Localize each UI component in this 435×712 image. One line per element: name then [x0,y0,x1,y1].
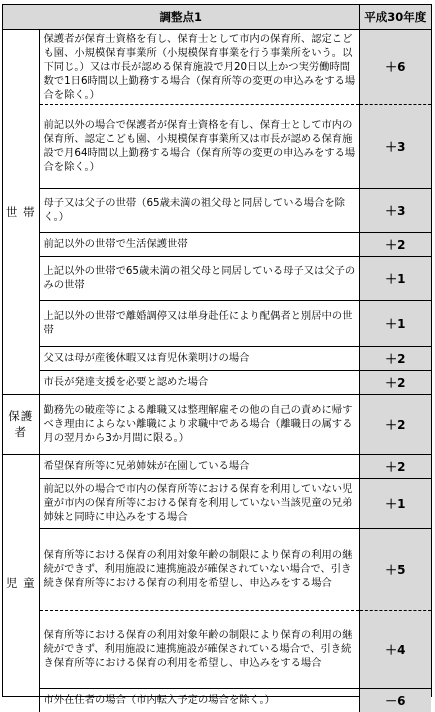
row-text: 保育所等における保育の利用対象年齢の制限により保育の利用の継続ができず、利用施設に連携施設が確保されていない場合で、引き続き保育所等における保育の利用を希望し、申込みをする場合 [39,528,359,610]
table-row [3,29,431,104]
row-text: 父又は母が産後休暇又は育児休業明けの場合 [39,346,359,370]
row-points: ＋1 [359,300,431,346]
adjustment-points-table [2,4,432,708]
header-adjustment: 調整点1 [3,5,359,29]
row-text: 前記以外の世帯で生活保護世帯 [39,232,359,256]
row-points: －6 [359,688,431,712]
row-points: ＋2 [359,370,431,394]
row-points: ＋5 [359,528,431,610]
table-row [3,528,431,610]
table-row [3,478,431,528]
table-row [3,232,431,256]
table-row [3,394,431,454]
row-points: ＋3 [359,188,431,232]
category-guardian: 保護者 [3,394,39,454]
row-points: ＋2 [359,232,431,256]
table-row [3,188,431,232]
row-text: 勤務先の破産等による離職又は整理解雇その他の自己の責めに帰すべき理由によらない離職により求職中である場合（離職日の属する月の翌月から3か月間に限る。） [39,394,359,454]
row-text: 母子又は父子の世帯（65歳未満の祖父母と同居している場合を除く。） [39,188,359,232]
table-row [3,256,431,300]
category-child: 児 童 [3,454,39,712]
row-points: ＋2 [359,454,431,478]
table-row [3,300,431,346]
row-text: 保護者が保育士資格を有し、保育士として市内の保育所、認定こども園、小規模保育事業所（小規模保育事業を行う事業所をいう。以下同じ。）又は市長が認める保育施設で月20日以上かつ実労働時間数で1日6時間以上勤務する場合（保育所等の変更の申込みをする場合を除く。） [39,29,359,104]
category-household: 世 帯 [3,29,39,394]
header-row [3,5,431,29]
row-points: ＋2 [359,346,431,370]
points-table [3,5,431,712]
row-text: 前記以外の場合で市内の保育所等における保育を利用していない児童が市内の保育所等における保育を利用していない当該児童の兄弟姉妹と同時に申込みをする場合 [39,478,359,528]
row-text: 上記以外の世帯で65歳未満の祖父母と同居している母子又は父子のみの世帯 [39,256,359,300]
table-row [3,454,431,478]
row-text: 市外在住者の場合（市内転入予定の場合を除く。） [39,688,359,712]
row-text: 前記以外の場合で保護者が保育士資格を有し、保育士として市内の保育所、認定こども園、小規模保育事業所又は市長が認める保育施設で月64時間以上勤務する場合（保育所等の変更の申込みをする場合を除く。） [39,104,359,188]
row-text: 保育所等における保育の利用対象年齢の制限により保育の利用の継続ができず、利用施設に連携施設が確保されている場合で、引き続き保育所等における保育の利用を希望し、申込みをする場合 [39,610,359,688]
row-points: ＋1 [359,478,431,528]
table-row [3,346,431,370]
row-text: 希望保育所等に兄弟姉妹が在園している場合 [39,454,359,478]
table-row [3,688,431,712]
row-text: 上記以外の世帯で離婚調停又は単身赴任により配偶者と別居中の世帯 [39,300,359,346]
row-points: ＋4 [359,610,431,688]
row-points: ＋1 [359,256,431,300]
row-points: ＋2 [359,394,431,454]
header-year: 平成30年度 [359,5,431,29]
table-row [3,610,431,688]
table-row [3,370,431,394]
row-points: ＋6 [359,29,431,104]
row-text: 市長が発達支援を必要と認めた場合 [39,370,359,394]
table-row [3,104,431,188]
row-points: ＋3 [359,104,431,188]
